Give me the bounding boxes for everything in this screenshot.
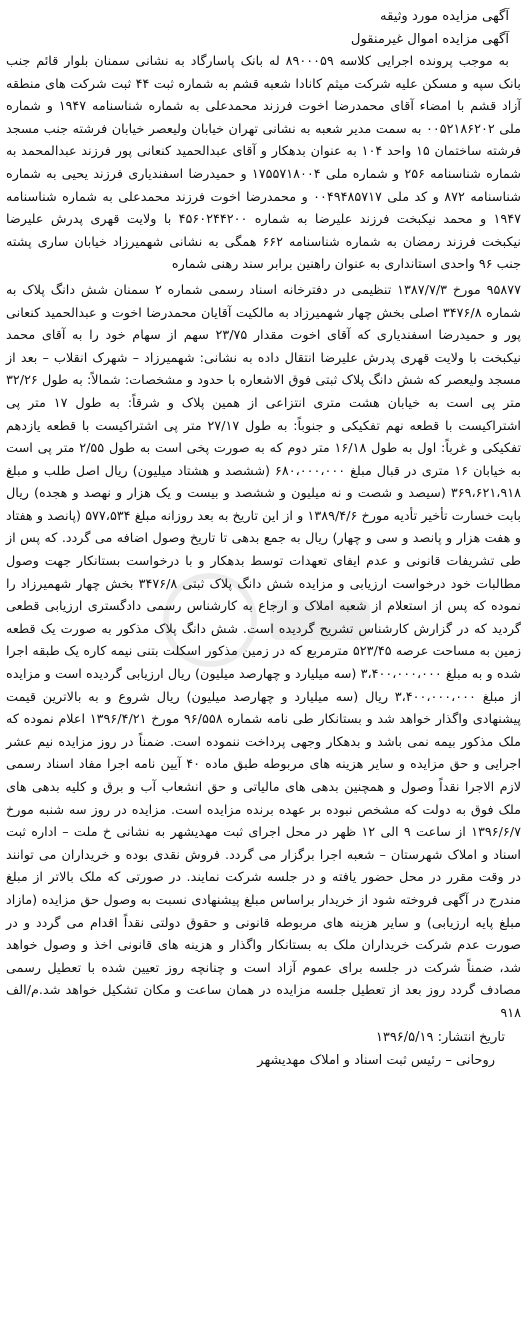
publish-date: تاریخ انتشار: ۱۳۹۶/۵/۱۹ xyxy=(375,1029,505,1045)
notice-title-1: آگهی مزایده مورد وثیقه xyxy=(380,9,509,24)
notice-paragraph-2: ۹۵۸۷۷ مورخ ۱۳۸۷/۷/۳ تنظیمی در دفترخانه اسناد رسمی شماره ۲ سمنان شش دانگ پلاک به شماره ۳۴۷۶/۸ اصلی بخش چهار شهمیرزاد به مالکیت آقایان محمدرضا اخوت و عبدالحمید کنعانی پور و حمیدرضا اسفندیاری که آقای اخوت مقدار ۲۳/۷۵ سهم از سهام خود را به آقای محمد نیکبخت با ولایت قهری پدرش علیرضا انتقال داده به نشانی: شهمیرزاد – شهرک انقلاب – بعد از مسجد ولیعصر که شش دانگ پلاک ثبتی فوق الاشعاره با حدود و مشخصات: شمالاً: به طول ۳۲/۲۶ متر پی است به خیابان هشت متری انتزاعی از همین پلاک و شرقاً: به طول ۱۷ متر پی اشتراکیست با قطعه نهم تفکیکی و جنوباً: به طول ۲۷/۱۷ متر پی اشتراکیست با قطعه یازدهم تفکیکی و غرباً: اول به طول ۱۶/۱۸ متر دوم که به صورت پخی است به طول ۲/۵۵ متر پی است به خیابان ۱۶ متری در قبال مبلغ ۶۸۰،۰۰۰،۰۰۰ (ششصد و هشتاد میلیون) ریال اصل طلب و مبلغ ۳۶۹،۶۲۱،۹۱۸ (سیصد و شصت و نه میلیون و ششصد و بیست و یک هزار و نهصد و هجده) ریال بابت خسارت تأخیر تأدیه مورخ ۱۳۸۹/۴/۶ و از این تاریخ به بعد روزانه مبلغ ۵۷۷،۵۳۴ (پانصد و هفتاد و هفت هزار و پانصد و سی و چهار) ریال به جمع بدهی تا تاریخ وصول اضافه می گردد. که پس از طی تشریفات قانونی و عدم ایفای تعهدات توسط بدهکار و با درخواست بستانکار جهت وصول مطالبات خود درخواست ارزیابی و مزایده شش دانگ پلاک ثبتی ۳۴۷۶/۸ بخش چهار شهمیرزاد را نموده که پس از استعلام از شعبه املاک و ارجاع به کارشناس رسمی دادگستری ارزیابی قطعی گردید که در گزارش کارشناس تشریح گردیده است. شش دانگ پلاک مذکور به صورت یک قطعه زمین به مساحت عرصه ۵۲۳/۴۵ مترمربع که در زمین مذکور اسکلت بتنی نیمه کاره یک طبقه اجرا شده و به مبلغ ۳،۴۰۰،۰۰۰،۰۰۰ (سه میلیارد و چهارصد میلیون) ریال ارزیابی گردیده است و مزایده از مبلغ ۳،۴۰۰،۰۰۰،۰۰۰ ریال (سه میلیارد و چهارصد میلیون) ریال شروع و به بالاترین قیمت پیشنهادی واگذار خواهد شد و بستانکار طی نامه شماره ۹۶/۵۵۸ مورخ ۱۳۹۶/۴/۲۱ اعلام نموده که ملک مذکور بیمه نمی باشد و بدهکار وجهی پرداخت ننموده است. ضمناً در روز مزایده نیم عشر اجرایی و حق مزایده و سایر هزینه های مربوطه طبق ماده ۴۰ آیین نامه اجرا مفاد اسناد رسمی لازم الاجرا نقداً وصول و همچنین بدهی های مالیاتی و حق انشعاب آب و برق و کلیه بدهی های ملک فوق به دولت که مشخص نبوده بر عهده برنده مزایده است. مزایده در روز سه شنبه مورخ ۱۳۹۶/۶/۷ از ساعت ۹ الی ۱۲ ظهر در محل اجرای ثبت مهدیشهر به نشانی خ ملت – اداره ثبت اسناد و املاک شهرستان – شعبه اجرا برگزار می گردد. فروش نقدی بوده و خریداران می توانند در وقت مقرر در محل حضور یافته و در جلسه شرکت نمایند. در صورتی که ملک بالاتر از مبلغ مندرج در آگهی فروخته شود از خریدار براساس مبلغ پیشنهادی نسبت به وصول حق مزایده (مازاد مبلغ پایه ارزیابی) و سایر هزینه های مربوطه قانونی و حقوق دولتی نقداً اقدام می گردد و در صورت عدم شرکت خریداران ملک به بستانکار واگذار و هزینه های قانونی اخذ و وصول خواهد شد، ضمناً شرکت در جلسه برای عموم آزاد است و چنانچه روز تعیین شده با تعطیل رسمی مصادف گردد روز بعد از تعطیل جلسه مزایده در همان ساعت و مکان تشکیل خواهد شد.م/الف ۹۱۸ xyxy=(6,282,522,1021)
signature-line: روحانی – رئیس ثبت اسناد و املاک مهدیشهر xyxy=(257,1052,495,1068)
auction-notice xyxy=(6,6,521,1072)
notice-title-2: آگهی مزایده اموال غیرمنقول xyxy=(350,31,509,47)
notice-paragraph-1: به موجب پرونده اجرایی کلاسه ۸۹۰۰۰۵۹ له بانک پاسارگاد به نشانی سمنان بلوار قائم جنب بانک سپه و مسکن علیه شرکت میثم کانادا شعبه قشم به شماره ثبت ۴۴ ثبت شرکت های منطقه آزاد قشم با امضاء آقای محمدرضا اخوت فرزند محمدعلی به شماره شناسنامه ۱۹۴۷ و شماره ملی ۰۰۵۲۱۸۶۲۰۲ به سمت مدیر شعبه به نشانی تهران خیابان ولیعصر خیابان فرشته جنب مسجد فرشته ساختمان ۱۵ واحد ۱۰۴ به عنوان بدهکار و آقای عبدالحمید کنعانی پور فرزند عبدالمحمد به شماره شناسنامه ۲۵۶ و شماره ملی ۱۷۵۵۷۱۸۰۰۴ و حمیدرضا اسفندیاری فرزند یحیی به شماره شناسنامه ۸۷۲ و کد ملی ۰۰۴۹۴۸۵۷۱۷ و محمدرضا اخوت فرزند محمدعلی به شماره شناسنامه ۱۹۴۷ و محمد نیکبخت فرزند علیرضا به شماره ۴۵۶۰۲۴۴۲۰۰ با ولایت قهری پدرش علیرضا نیکبخت فرزند رمضان به شماره شناسنامه ۶۶۲ همگی به نشانی شهمیرزاد خیابان ساری پشته جنب ۹۶ واحدی استانداری به عنوان راهنین برابر سند رهنی شماره xyxy=(6,54,522,273)
